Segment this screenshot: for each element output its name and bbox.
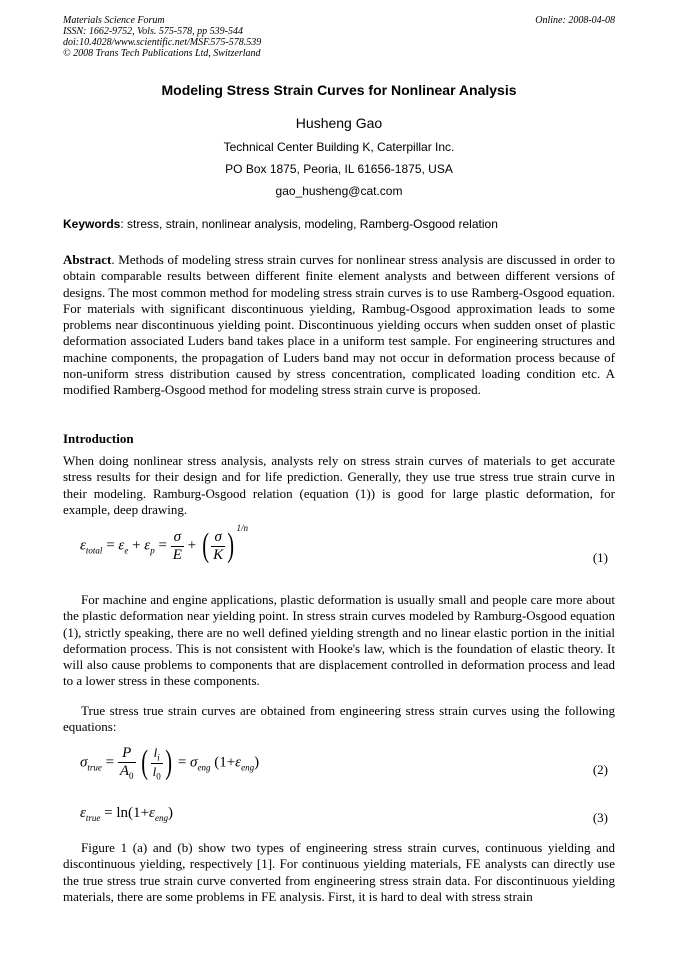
equation-2: $\sigma_{true}$ = $\frac{P}{A_0}$ ( $\frac{l_i}{l_0}$ ) = $\sigma_{eng}$ $(1+\varepsilon_{eng})$ xyxy=(80,744,260,782)
eq2-equals-2: = xyxy=(177,754,187,771)
eq3-ln: ln(1 xyxy=(116,805,141,821)
eq2-den-a: A xyxy=(119,763,130,779)
affiliation-line-2: PO Box 1875, Peoria, IL 61656-1875, USA xyxy=(225,162,453,176)
eq1-plus: + xyxy=(132,537,141,554)
author-email: gao_husheng@cat.com xyxy=(275,184,403,198)
eq1-epsilon-e: ε xyxy=(118,537,125,554)
author-name: Husheng Gao xyxy=(295,115,383,131)
intro-paragraph-4: Figure 1 (a) and (b) show two types of engineering stress strain curves, continuous yielding and discontinuous yielding, respectively [1]. For continuous yielding materials, FE analysts can directly use the true stress true strain curve converted from engineering stress strain data. For discontinuous yielding materials, there are some problems in FE analysis. First, it is hard to deal with stress strain xyxy=(63,840,615,904)
abstract xyxy=(63,252,615,399)
eq3-epsilon-eng: ε xyxy=(149,805,155,821)
eq2-sub-eng-2: eng xyxy=(241,762,255,773)
eq2-plus: + xyxy=(226,754,236,771)
eq2-frac-p-a0 xyxy=(118,745,136,781)
eq1-den-e: E xyxy=(172,546,182,563)
eq2-frac-li-l0 xyxy=(151,745,163,781)
section-heading-introduction: Introduction xyxy=(63,431,134,446)
keywords-label: Keywords xyxy=(63,217,121,231)
abstract-label: Abstract xyxy=(63,252,112,267)
eq3-sub-true: true xyxy=(85,813,101,823)
eq2-epsilon: ε xyxy=(235,754,242,771)
eq2-equals: = xyxy=(105,754,115,771)
eq2-sigma: σ xyxy=(80,754,88,771)
eq2-num-l: l xyxy=(153,744,158,760)
eq3-epsilon: ε xyxy=(80,805,86,821)
intro-paragraph-2: For machine and engine applications, plastic deformation is usually small and people care more about the plastic deformation near yielding point. In stress strain curves modeled by Ramburg-Osgood equation (1), strictly speaking, there are no well defined yielding strength and no linear elastic portion in the initial deformation process. This is not consistent with Hooke's law, which is the foundation of elastic theory. It will also cause problems to components that are displacement controlled in deformation process and lead to a lower stress in these components. xyxy=(63,592,615,689)
eq3-equals: = xyxy=(104,805,113,821)
abstract-text: . Methods of modeling stress strain curves for nonlinear stress analysis are discussed in order to obtain comparable results between different finite element analysts and between different versions of designs. The most common method for modeling stress strain curves is to use Ramberg-Osgood equation. For materials with significant discontinuous yielding, Rambug-Osgood approximation leads to some problems near discontinuous yielding point. Discontinuous yielding occurs when sudden onset of plastic deformation associated Luders band takes place in a uniform test sample. For engineering structures and machine components, the propagation of Luders band may not occur in deformation process because of non-uniform stress distribution caused by stress concentration, complicated loading condition etc. A modified Ramberg-Osgood method for modeling stress strain curve is proposed. xyxy=(63,252,615,398)
eq1-equals: = xyxy=(106,537,115,554)
eq1-exponent: 1/n xyxy=(236,523,249,534)
affiliation-line-1: Technical Center Building K, Caterpillar Inc. xyxy=(223,140,455,154)
eq2-sub-i: i xyxy=(157,752,160,763)
eq1-num-sigma: σ xyxy=(171,529,184,547)
eq1-sub-p: p xyxy=(150,545,155,556)
journal-name: Materials Science Forum xyxy=(63,15,165,26)
eq1-epsilon-p: ε xyxy=(144,537,151,554)
online-date: Online: 2008-04-08 xyxy=(535,15,615,26)
eq1-sub-e: e xyxy=(124,545,129,556)
eq2-close: ) xyxy=(254,754,260,771)
eq2-sub-zero: 0 xyxy=(129,771,134,781)
copyright-line: © 2008 Trans Tech Publications Ltd, Switzerland xyxy=(63,48,261,59)
keywords-text: : stress, strain, nonlinear analysis, modeling, Ramberg-Osgood relation xyxy=(120,217,498,231)
eq2-open: (1 xyxy=(214,754,227,771)
equation-1: $\varepsilon_{total} = \varepsilon_e + \varepsilon_p$ = $\frac{\sigma}{E}$ + ( $\frac{\sigma}{K}$ ) $^{1/n}$ xyxy=(80,523,249,564)
eq2-sub-zero-2: 0 xyxy=(156,771,161,782)
doi-line: doi:10.4028/www.scientific.net/MSF.575-578.539 xyxy=(63,37,262,48)
eq2-sub-eng: eng xyxy=(197,762,211,773)
equation-2-number: (2) xyxy=(592,762,608,777)
eq1-plus-2: + xyxy=(187,537,197,554)
eq3-close: ) xyxy=(167,805,173,821)
equation-3-number: (3) xyxy=(592,810,608,825)
eq2-num-p: P xyxy=(118,745,136,763)
journal-header xyxy=(63,15,615,59)
eq2-sigma-eng: σ xyxy=(190,754,198,771)
equation-3 xyxy=(80,805,173,823)
eq1-frac-sigma-e xyxy=(171,529,184,564)
equation-1-number: (1) xyxy=(592,550,608,565)
issn-line: ISSN: 1662-9752, Vols. 575-578, pp 539-544 xyxy=(63,26,243,37)
eq1-sub-total: total xyxy=(85,545,103,556)
eq2-den-l: l xyxy=(152,763,157,779)
eq3-plus: + xyxy=(140,805,150,821)
eq1-den-k: K xyxy=(213,546,224,563)
paper-title: Modeling Stress Strain Curves for Nonlinear Analysis xyxy=(161,82,517,98)
keywords xyxy=(63,217,623,231)
intro-paragraph-1: When doing nonlinear stress analysis, analysts rely on stress strain curves of materials to get accurate stress results for their design and for life prediction. Generally, they use true stress true strain curve in their modeling. Ramburg-Osgood relation (equation (1)) is good for large plastic deformation, for example, deep drawing. xyxy=(63,453,615,517)
eq1-frac-sigma-k xyxy=(211,529,225,564)
eq2-sub-true: true xyxy=(87,762,102,773)
eq1-epsilon: ε xyxy=(80,537,86,554)
intro-paragraph-3: True stress true strain curves are obtained from engineering stress strain curves using the following equations: xyxy=(63,703,615,735)
eq1-equals-2: = xyxy=(158,537,167,554)
eq1-num-sigma-2: σ xyxy=(211,529,225,547)
eq3-sub-eng: eng xyxy=(154,813,168,823)
